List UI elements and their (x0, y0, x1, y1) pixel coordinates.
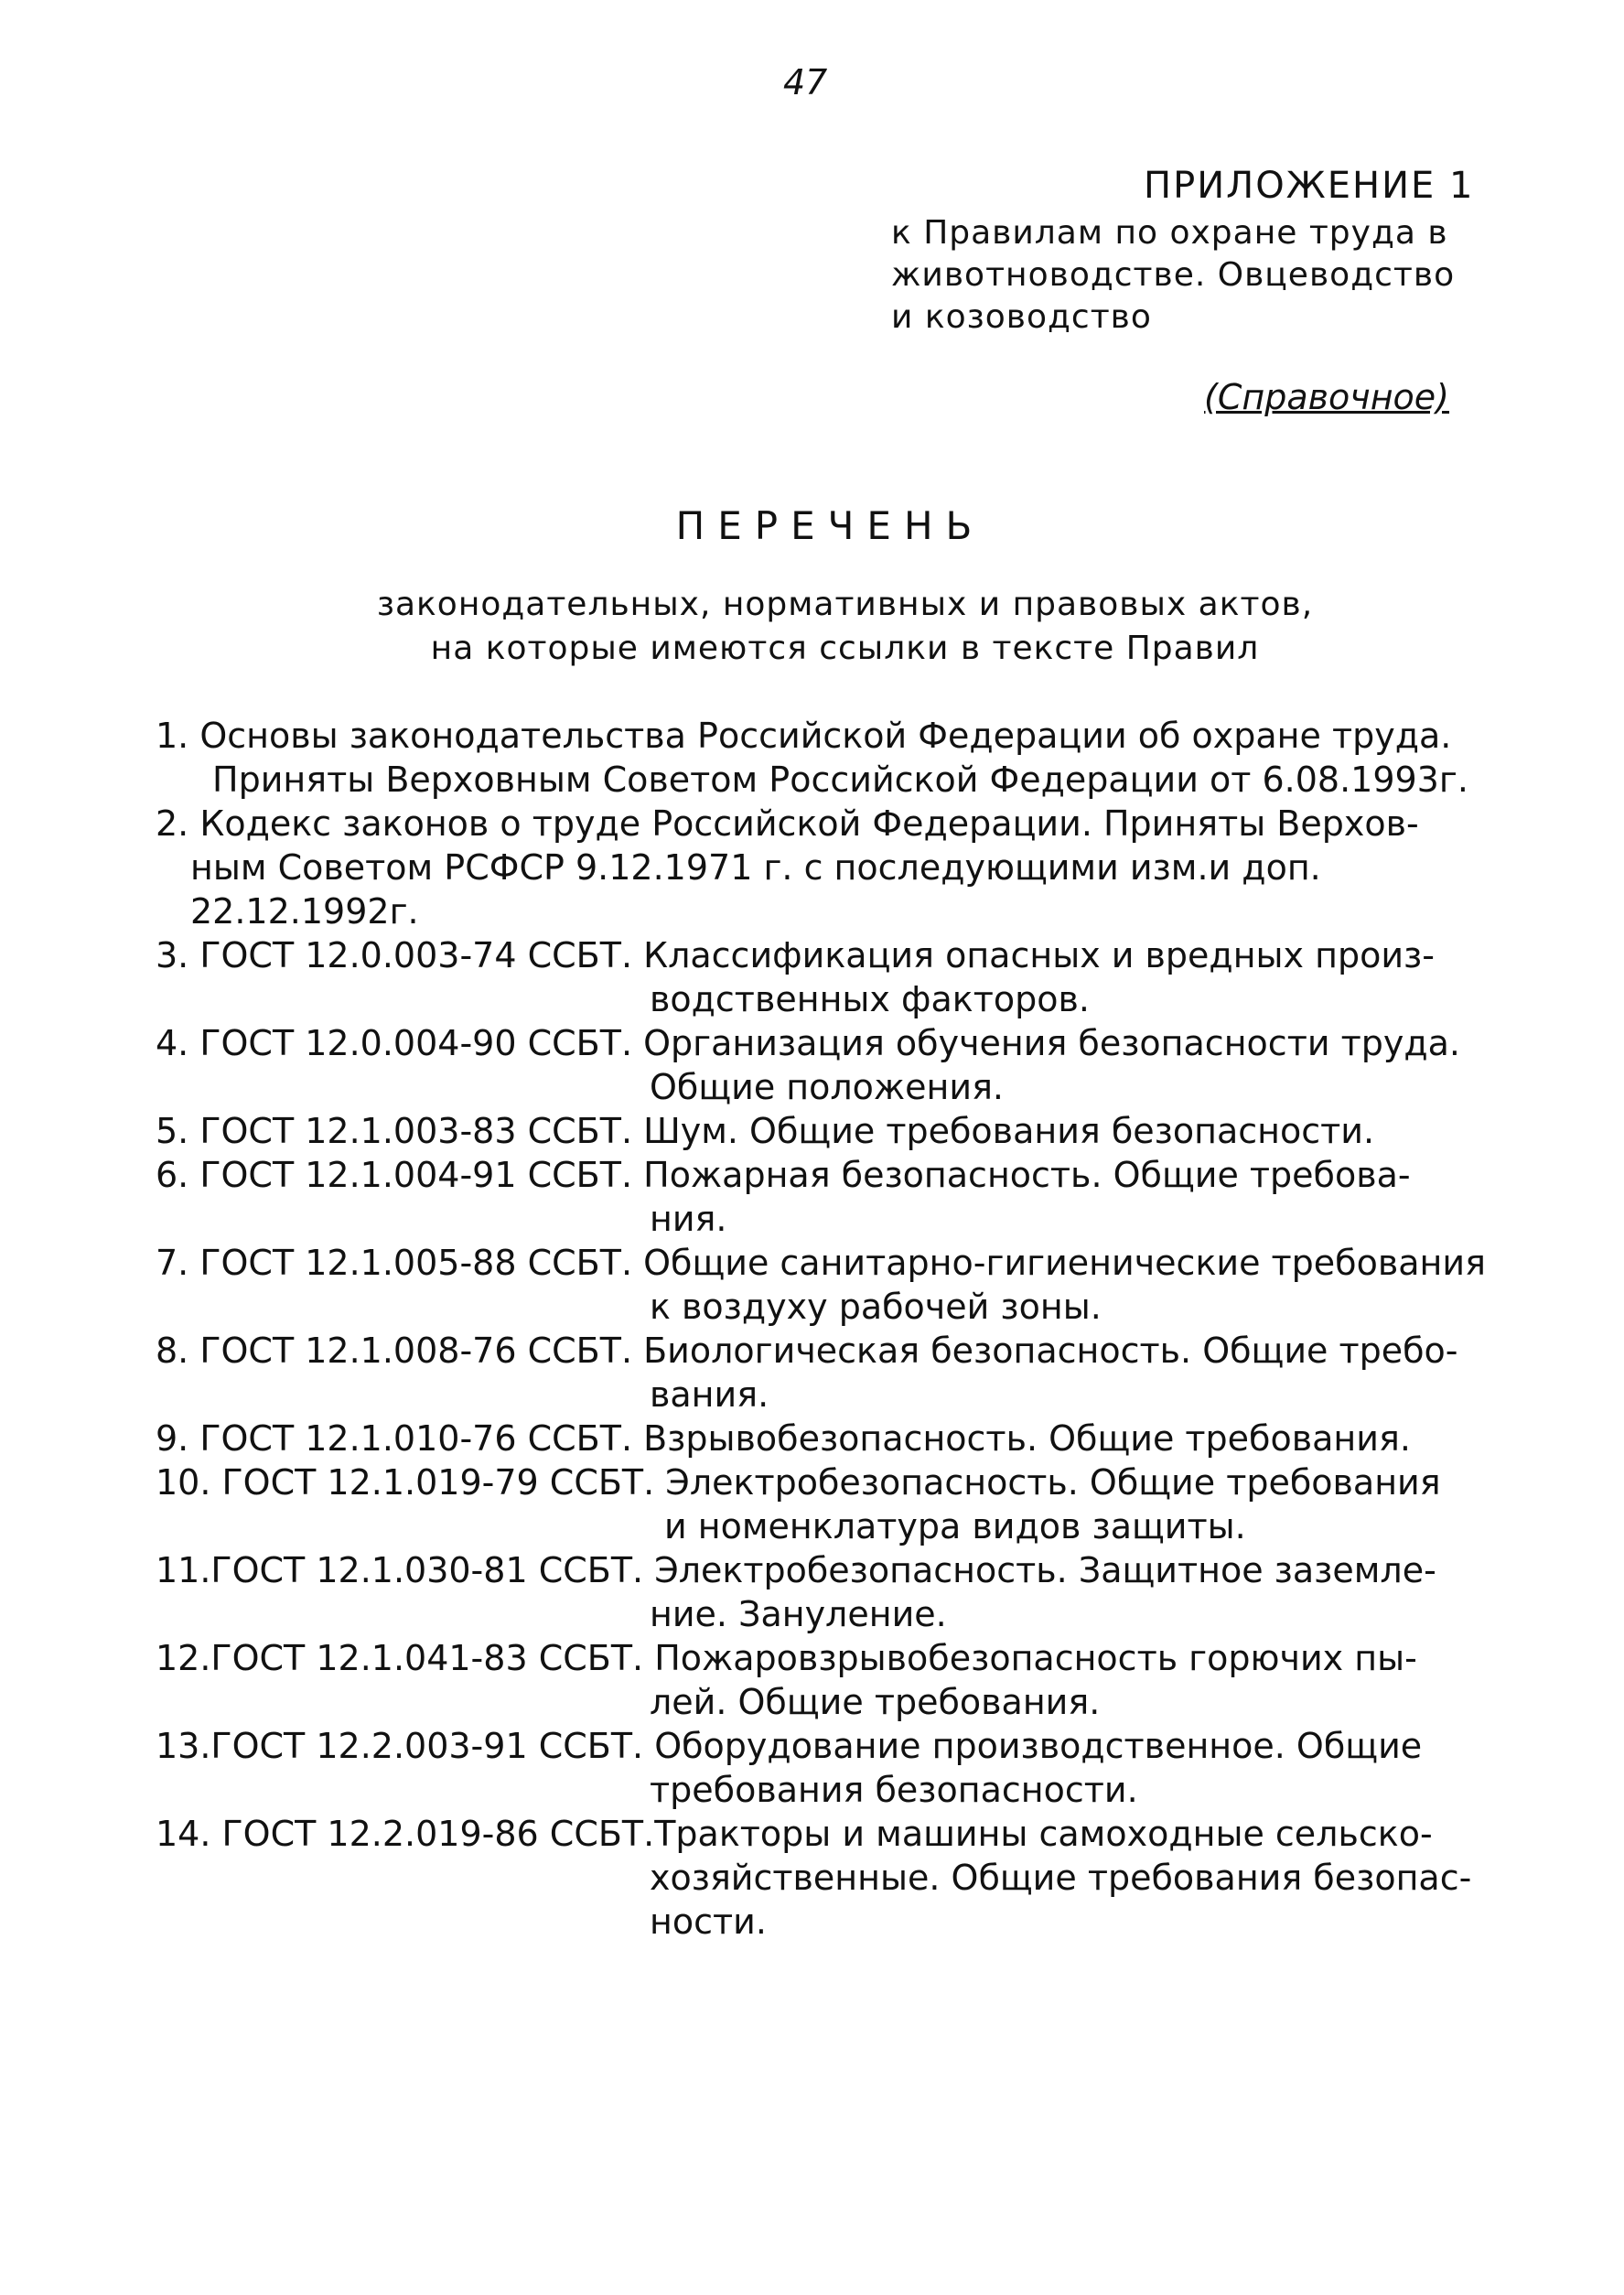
list-line: 11.ГОСТ 12.1.030-81 ССБТ. Электробезопасность. Защитное заземле- (156, 1550, 1436, 1590)
list-line: к воздуху рабочей зоны. (650, 1287, 1102, 1327)
list-line: 6. ГОСТ 12.1.004-91 ССБТ. Пожарная безопасность. Общие требова- (156, 1155, 1411, 1195)
list-line: 4. ГОСТ 12.0.004-90 ССБТ. Организация обучения безопасности труда. (156, 1023, 1460, 1063)
list-line: 3. ГОСТ 12.0.003-74 ССБТ. Классификация опасных и вредных произ- (156, 935, 1435, 975)
list-line: хозяйственные. Общие требования безопас- (650, 1858, 1472, 1898)
appendix-line: и козоводство (891, 298, 1152, 336)
list-line: 12.ГОСТ 12.1.041-83 ССБТ. Пожаровзрывобезопасность горючих пы- (156, 1638, 1417, 1678)
list-line: 8. ГОСТ 12.1.008-76 ССБТ. Биологическая безопасность. Общие требо- (156, 1331, 1458, 1371)
document-subheading-line: на которые имеются ссылки в тексте Правил (430, 630, 1260, 667)
list-line: 5. ГОСТ 12.1.003-83 ССБТ. Шум. Общие требования безопасности. (156, 1111, 1375, 1151)
list-line: 13.ГОСТ 12.2.003-91 ССБТ. Оборудование производственное. Общие (156, 1726, 1423, 1766)
list-line: вания. (650, 1374, 769, 1415)
document-subheading-line: законодательных, нормативных и правовых актов, (376, 586, 1314, 623)
list-line: 2. Кодекс законов о труде Российской Федерации. Приняты Верхов- (156, 803, 1419, 844)
appendix-line: к Правилам по охране труда в (891, 214, 1448, 252)
list-line: 9. ГОСТ 12.1.010-76 ССБТ. Взрывобезопасность. Общие требования. (156, 1418, 1411, 1459)
list-line: 1. Основы законодательства Российской Федерации об охране труда. (156, 716, 1452, 756)
list-line: ния. (650, 1199, 727, 1239)
list-line: 10. ГОСТ 12.1.019-79 ССБТ. Электробезопасность. Общие требования (156, 1462, 1441, 1503)
list-line: 14. ГОСТ 12.2.019-86 ССБТ.Тракторы и машины самоходные сельско- (156, 1814, 1433, 1854)
list-line: ности. (650, 1902, 767, 1942)
page-number: 47 (783, 62, 828, 102)
list-line: водственных факторов. (650, 979, 1090, 1019)
list-line: требования безопасности. (650, 1770, 1138, 1810)
list-line: ным Советом РСФСР 9.12.1971 г. с последующими изм.и доп. (190, 847, 1321, 888)
list-line: Общие положения. (650, 1067, 1005, 1107)
document-heading: ПЕРЕЧЕНЬ (675, 503, 985, 548)
list-line: и номенклатура видов защиты. (664, 1506, 1246, 1546)
list-line: 22.12.1992г. (190, 891, 419, 932)
list-line: 7. ГОСТ 12.1.005-88 ССБТ. Общие санитарно-гигиенические требования (156, 1243, 1486, 1283)
list-line: Приняты Верховным Советом Российской Федерации от 6.08.1993г. (212, 760, 1468, 800)
reference-note: (Справочное) (1204, 377, 1450, 417)
list-line: лей. Общие требования. (650, 1682, 1101, 1722)
appendix-line: животноводстве. Овцеводство (891, 256, 1456, 294)
list-line: ние. Зануление. (650, 1594, 947, 1634)
appendix-title: ПРИЛОЖЕНИЕ 1 (1144, 165, 1475, 207)
